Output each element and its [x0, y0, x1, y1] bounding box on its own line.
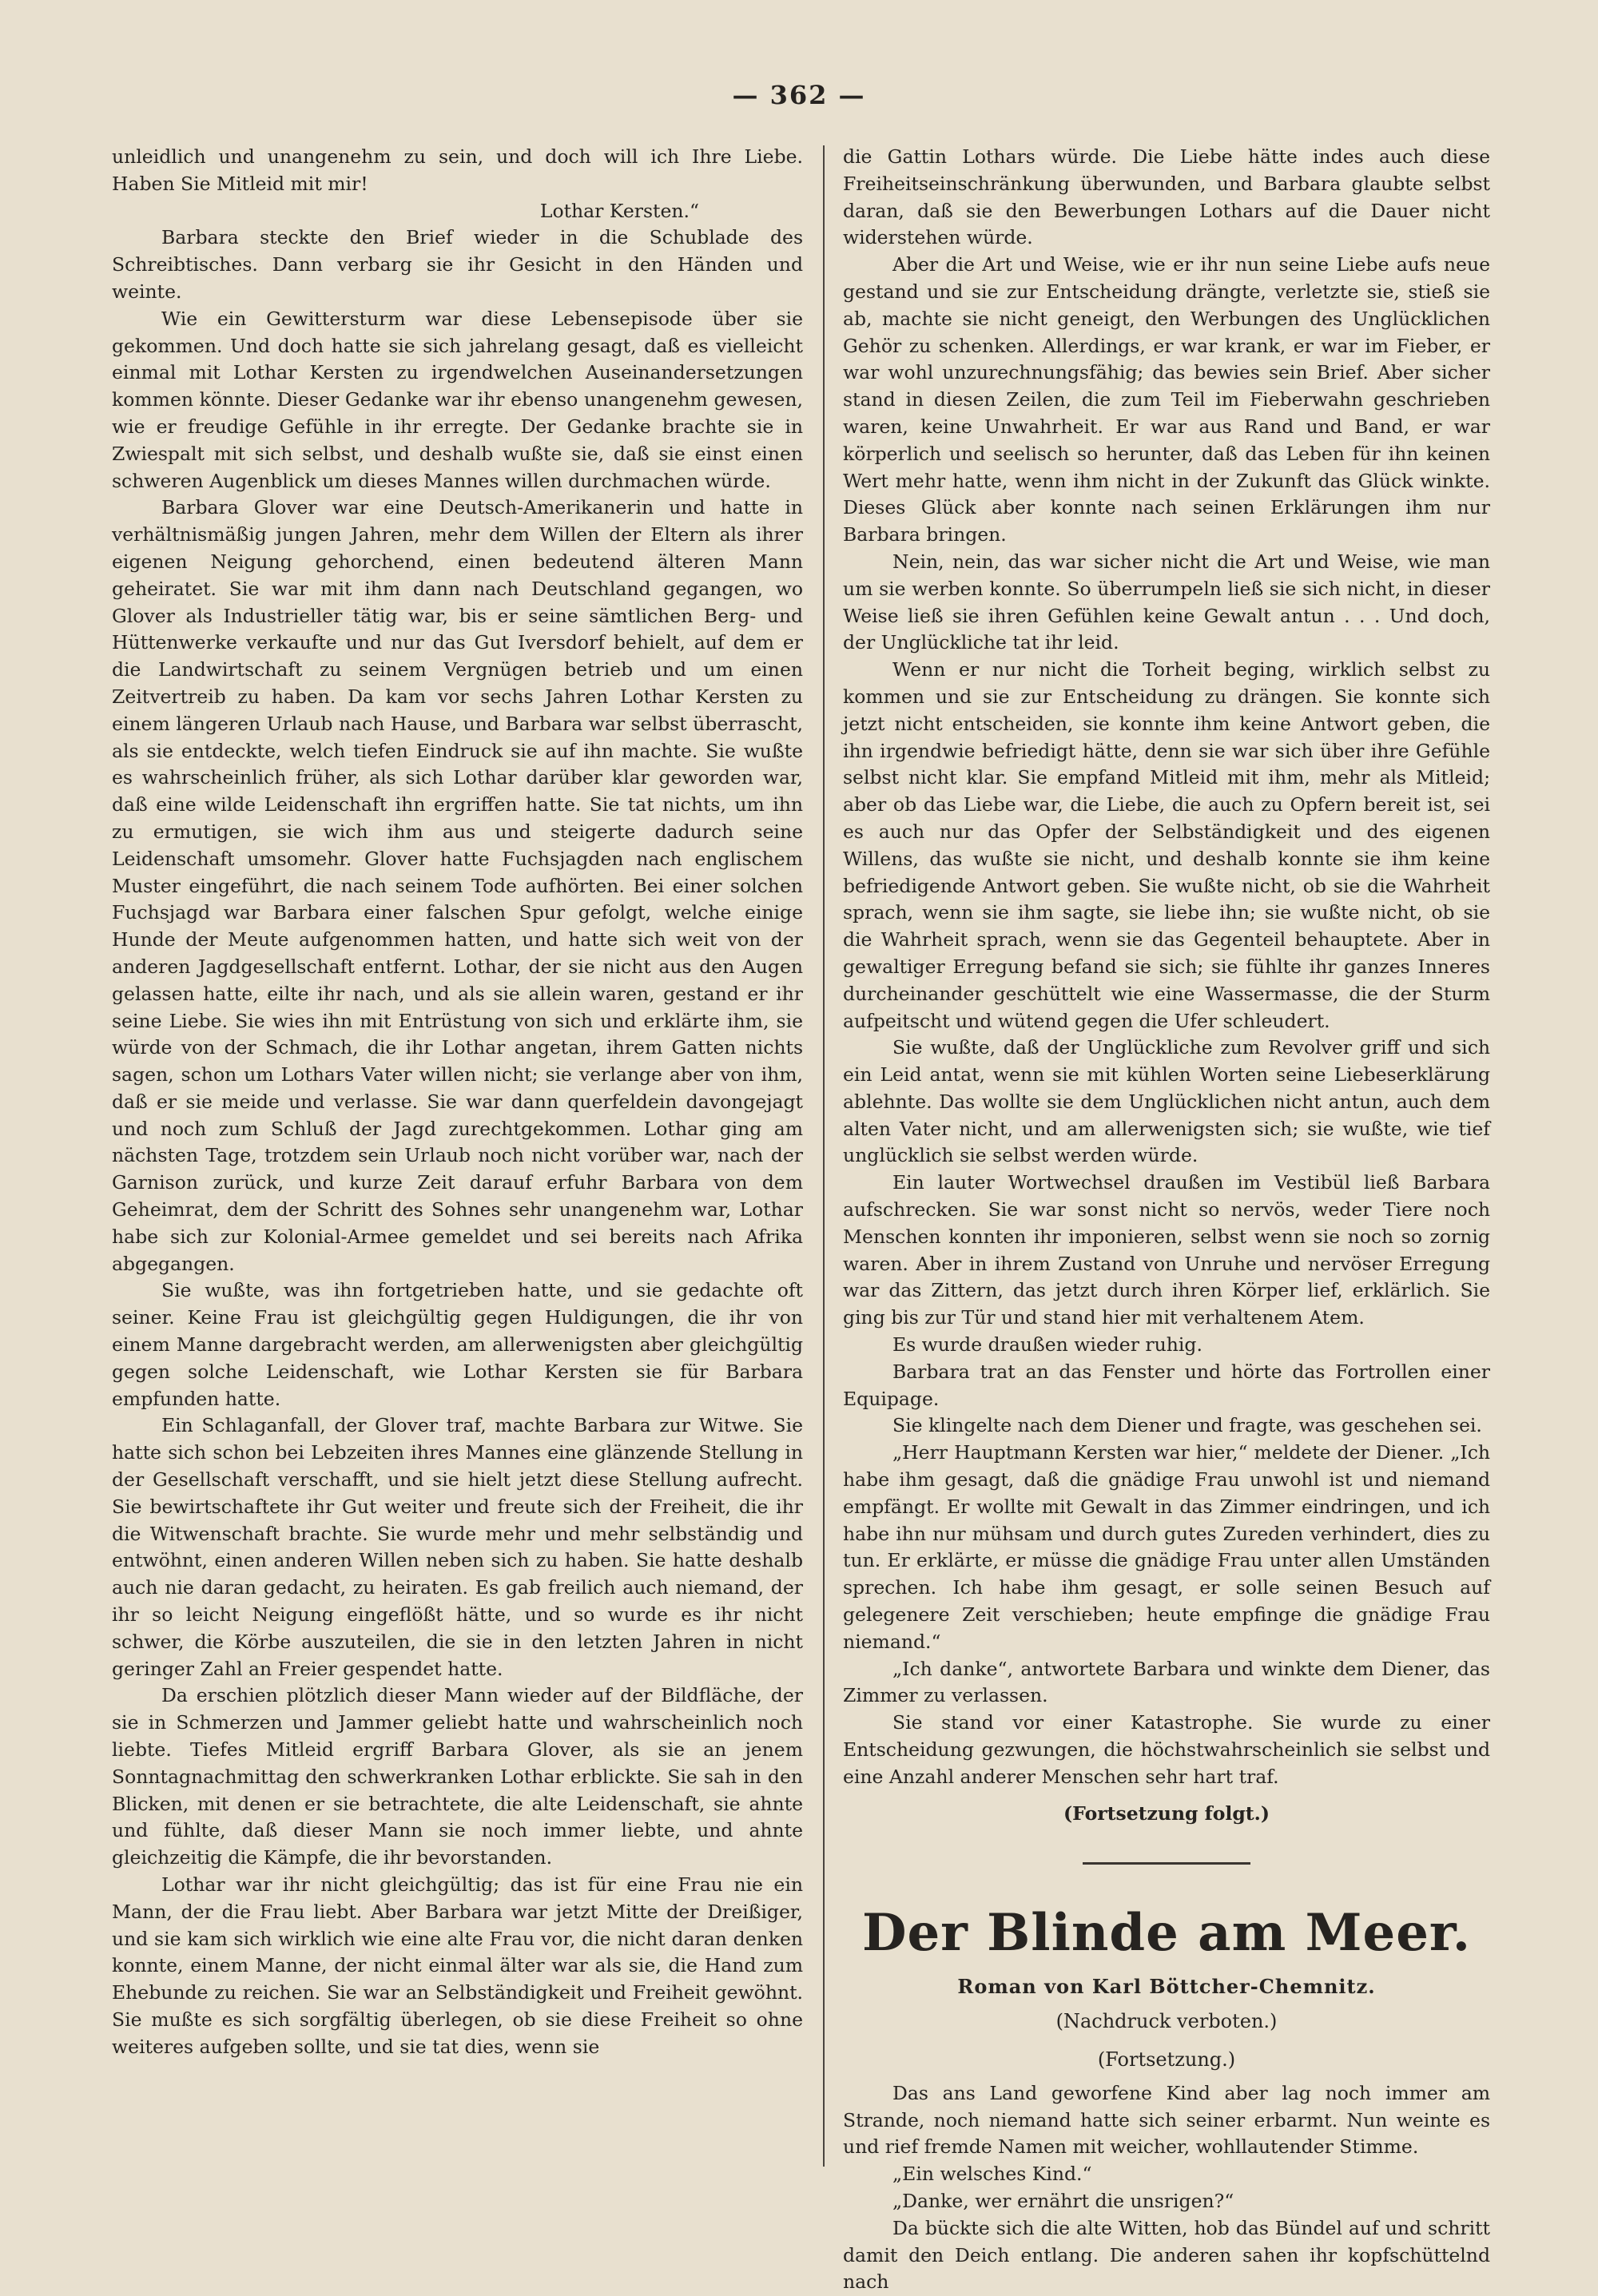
paragraph: „Ich danke“, antwortete Barbara und winkte dem Diener, das Zimmer zu verlassen. [843, 1657, 1490, 1707]
paragraph: „Danke, wer ernährt die unsrigen?“ [892, 2189, 1234, 2212]
paragraph: Wie ein Gewittersturm war diese Lebensepisode über sie gekommen. Und doch hatte sie sich jahrelang gesagt, daß es vielleicht einmal mit Lothar Kersten zu irgendwelchen Auseinandersetzungen kommen könnte. Dieser Gedanke war ihr ebenso unangenehm gewesen, wie er freudige Gefühle in ihr erregte. Der Gedanke brachte sie in Zwiespalt mit sich selbst, und deshalb wußte sie, daß sie einst einen schweren Augenblick um dieses Mannes willen durchmachen würde. [112, 307, 803, 492]
paragraph: Es wurde draußen wieder ruhig. [892, 1333, 1202, 1357]
novel-byline: Roman von Karl Böttcher-Chemnitz. [957, 1975, 1376, 1999]
paragraph: die Gattin Lothars würde. Die Liebe hätte indes auch diese Freiheitseinschränkung überwunden, und Barbara glaubte selbst daran, daß sie den Bewerbungen Lothars auf die Dauer nicht widerstehen würde. [843, 145, 1490, 249]
paragraph: Wenn er nur nicht die Torheit beging, wirklich selbst zu kommen und sie zur Entscheidung zu drängen. Sie konnte sich jetzt nicht entscheiden, sie konnte ihm keine Antwort geben, die ihn irgendwie befriedigt hätte, denn sie war sich über ihre Gefühle selbst nicht klar. Sie empfand Mitleid mit ihm, mehr als Mitleid; aber ob das Liebe war, die Liebe, die auch zu Opfern bereit ist, sei es auch nur das Opfer der Selbständigkeit und des eigenen Willens, das wußte sie nicht, und deshalb konnte sie ihm keine befriedigende Antwort geben. Sie wußte nicht, ob sie die Wahrheit sprach, wenn sie ihm sagte, sie liebe ihn; sie wußte nicht, ob sie die Wahrheit sprach, wenn sie das Gegenteil behauptete. Aber in gewaltiger Erregung befand sie sich; sie fühlte ihr ganzes Inneres durcheinander geschüttelt wie eine Wassermasse, die der Sturm aufpeitscht und wütend gegen die Ufer schleudert. [843, 658, 1490, 1032]
paragraph: Sie klingelte nach dem Diener und fragte, was geschehen sei. [892, 1414, 1482, 1437]
paragraph: „Herr Hauptmann Kersten war hier,“ meldete der Diener. „Ich habe ihm gesagt, daß die gnädige Frau unwohl ist und niemand empfängt. Er wollte mit Gewalt in das Zimmer eindringen, und ich habe ihn nur mühsam und durch gutes Zureden verhindert, dies zu tun. Er erklärte, er müsse die gnädige Frau unter allen Umständen sprechen. Ich habe ihm gesagt, er solle seinen Besuch auf gelegenere Zeit verschieben; heute empfinge die gnädige Frau niemand.“ [843, 1441, 1490, 1653]
continuation-label: (Fortsetzung.) [1097, 2048, 1236, 2071]
paragraph: Sie stand vor einer Katastrophe. Sie wurde zu einer Entscheidung gezwungen, die höchstwahrscheinlich sie selbst und eine Anzahl anderer Menschen sehr hart traf. [843, 1711, 1490, 1788]
paragraph: Sie wußte, was ihn fortgetrieben hatte, und sie gedachte oft seiner. Keine Frau ist gleichgültig gegen Huldigungen, die ihr von einem Manne dargebracht werden, am allerwenigsten aber gleichgültig gegen solche Leidenschaft, wie Lothar Kersten sie für Barbara empfunden hatte. [112, 1279, 803, 1410]
paragraph: „Ein welsches Kind.“ [892, 2163, 1092, 2186]
paragraph: Lothar war ihr nicht gleichgültig; das ist für eine Frau nie ein Mann, der die Frau liebt. Aber Barbara war jetzt Mitte der Dreißiger, und sie kam sich wirklich wie eine alte Frau vor, die nicht daran denken konnte, einem Manne, der nicht einmal älter war als sie, die Hand zum Ehebunde zu reichen. Sie war an Selbständigkeit und Freiheit gewöhnt. Sie mußte es sich sorgfältig überlegen, ob sie diese Freiheit so ohne weiteres aufgeben sollte, und sie tat dies, wenn sie [112, 1873, 803, 2058]
paragraph: Barbara trat an das Fenster und hörte das Fortrollen einer Equipage. [843, 1360, 1490, 1410]
page-number: — 362 — [732, 80, 866, 110]
paragraph: Ein lauter Wortwechsel draußen im Vestibül ließ Barbara aufschrecken. Sie war sonst nicht so nervös, weder Tiere noch Menschen konnten ihr imponieren, selbst wenn sie noch so zornig waren. Aber in ihrem Zustand von Unruhe und nervöser Erregung war das Zittern, das jetzt durch ihren Körper lief, erklärlich. Sie ging bis zur Tür und stand hier mit verhaltenem Atem. [843, 1171, 1490, 1329]
paragraph: Aber die Art und Weise, wie er ihr nun seine Liebe aufs neue gestand und sie zur Entscheidung drängte, verletzte sie, stieß sie ab, machte sie nicht geneigt, den Werbungen des Unglücklichen Gehör zu schenken. Allerdings, er war krank, er war im Fieber, er war wohl unzurechnungsfähig; das bewies sein Brief. Aber sicher stand in diesen Zeilen, die zum Teil im Fieberwahn geschrieben waren, keine Unwahrheit. Er war aus Rand und Band, er war körperlich und seelisch so herunter, daß das Leben für ihn keinen Wert mehr hatte, wenn ihm nicht in der Zukunft das Glück winkte. Dieses Glück aber konnte nach seinen Erklärungen ihm nur Barbara bringen. [843, 253, 1490, 546]
paragraph: Das ans Land geworfene Kind aber lag noch immer am Strande, noch niemand hatte sich seiner erbarmt. Nun weinte es und rief fremde Namen mit weicher, wohllautender Stimme. [843, 2081, 1490, 2159]
section-rule [1083, 1862, 1250, 1865]
paragraph: Barbara Glover war eine Deutsch-Amerikanerin und hatte in verhältnismäßig jungen Jahren, mehr dem Willen der Eltern als ihrer eigenen Neigung gehorchend, einen bedeutend älteren Mann geheiratet. Sie war mit ihm dann nach Deutschland gegangen, wo Glover als Industrieller tätig war, bis er seine sämtlichen Berg- und Hüttenwerke verkaufte und nur das Gut Iversdorf behielt, auf dem er die Landwirtschaft zu seinem Vergnügen betrieb und um einen Zeitvertreib zu haben. Da kam vor sechs Jahren Lothar Kersten zu einem längeren Urlaub nach Hause, und Barbara war selbst überrascht, als sie entdeckte, welch tiefen Eindruck sie auf ihn machte. Sie wußte es wahrscheinlich früher, als sich Lothar darüber klar geworden war, daß eine wilde Leidenschaft ihn ergriffen hatte. Sie tat nichts, um ihn zu ermutigen, sie wich ihm aus und steigerte dadurch seine Leidenschaft umsomehr. Glover hatte Fuchsjagden nach englischem Muster eingeführt, die nach seinem Tode aufhörten. Bei einer solchen Fuchsjagd war Barbara einer falschen Spur gefolgt, welche einige Hunde der Meute aufgenommen hatten, und hatte sich weit von der anderen Jagdgesellschaft entfernt. Lothar, der sie nicht aus den Augen gelassen hatte, eilte ihr nach, und als sie allein waren, gestand er ihr seine Liebe. Sie wies ihn mit Entrüstung von sich und erklärte ihm, sie würde von der Schmach, die ihr Lothar angetan, ihrem Gatten nichts sagen, schon um Lothars Vater willen nicht; sie verlange aber von ihm, daß er sie meide und verlasse. Sie war dann querfeldein davongejagt und noch zum Schluß der Jagd zurechtgekommen. Lothar ging am nächsten Tage, trotzdem sein Urlaub noch nicht vorüber war, nach der Garnison zurück, und kurze Zeit darauf erfuhr Barbara von dem Geheimrat, dem der Schritt des Sohnes sehr unangenehm war, Lothar habe sich zur Kolonial-Armee gemeldet und sei bereits nach Afrika abgegangen. [112, 496, 803, 1275]
paragraph: Sie wußte, daß der Unglückliche zum Revolver griff und sich ein Leid antat, wenn sie mit kühlen Worten seine Liebeserklärung ablehnte. Das wollte sie dem Unglücklichen nicht antun, auch dem alten Vater nicht, und am allerwenigsten sich; sie wußte, wie tief unglücklich sie selbst werden würde. [843, 1036, 1490, 1167]
paragraph: Da bückte sich die alte Witten, hob das Bündel auf und schritt damit den Deich entlang. Die anderen sahen ihr kopfschüttelnd nach [843, 2216, 1490, 2294]
paragraph: Nein, nein, das war sicher nicht die Art und Weise, wie man um sie werben konnte. So überrumpeln ließ sie sich nicht, in dieser Weise ließ sie ihren Gefühlen keine Gewalt antun . . . Und doch, der Unglückliche tat ihr leid. [843, 550, 1490, 654]
paragraph: Ein Schlaganfall, der Glover traf, machte Barbara zur Witwe. Sie hatte sich schon bei Lebzeiten ihres Mannes eine glänzende Stellung in der Gesellschaft verschafft, und sie hielt jetzt diese Stellung aufrecht. Sie bewirtschaftete ihr Gut weiter und freute sich der Freiheit, die ihr die Witwenschaft brachte. Sie wurde mehr und mehr selbständig und entwöhnt, einen anderen Willen neben sich zu haben. Sie hatte deshalb auch nie daran gedacht, zu heiraten. Es gab freilich auch niemand, der ihr so leicht Neigung eingeflößt hätte, und so wurde es ihr nicht schwer, die Körbe auszuteilen, die sie in den letzten Jahren in nicht geringer Zahl an Freier gespendet hatte. [112, 1414, 803, 1680]
continued-notice: (Fortsetzung folgt.) [1063, 1801, 1270, 1825]
column-divider [823, 145, 825, 2167]
paragraph: Barbara steckte den Brief wieder in die Schublade des Schreibtisches. Dann verbarg sie ihr Gesicht in den Händen und weinte. [112, 226, 803, 303]
letter-signature: Lothar Kersten.“ [539, 199, 699, 222]
reprint-notice: (Nachdruck verboten.) [1055, 2010, 1278, 2033]
left-column [112, 144, 803, 2189]
paragraph: unleidlich und unangenehm zu sein, und doch will ich Ihre Liebe. Haben Sie Mitleid mit mir! [112, 145, 803, 195]
paragraph: Da erschien plötzlich dieser Mann wieder auf der Bildfläche, der sie in Schmerzen und Jammer geliebt hatte und wahrscheinlich noch liebte. Tiefes Mitleid ergriff Barbara Glover, als sie an jenem Sonntagnachmittag den schwerkranken Lothar erblickte. Sie sah in den Blicken, mit denen er sie betrachtete, die alte Leidenschaft, sie ahnte und fühlte, daß dieser Mann sie noch immer liebte, und ahnte gleichzeitig die Kämpfe, die ihr bevorstanden. [112, 1684, 803, 1869]
right-column [843, 144, 1490, 2294]
novel-title: Der Blinde am Meer. [861, 1903, 1472, 1964]
